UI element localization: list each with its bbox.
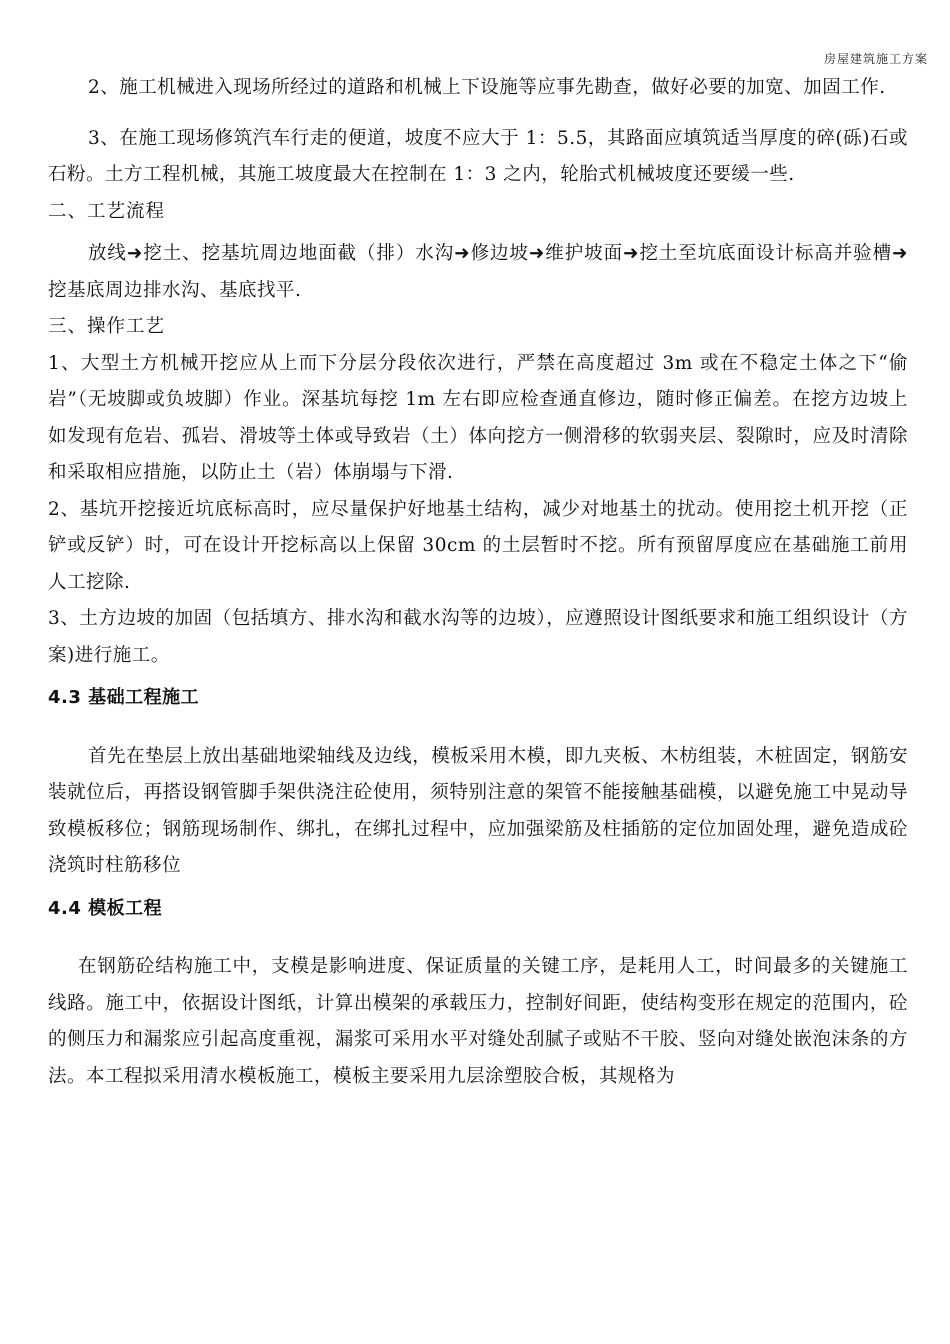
running-header: 房屋建筑施工方案: [823, 52, 928, 66]
document-body: [48, 70, 908, 1095]
section-heading-operation: 三、操作工艺: [48, 316, 166, 337]
paragraph-foundation: 首先在垫层上放出基础地梁轴线及边线，模板采用木模，即九夹板、木枋组装，木桩固定，钢筋安装就位后，再搭设钢管脚手架供浇注砼使用，须特别注意的架管不能接触基础模，以避免施工中晃动导致模板移位；钢筋现场制作、绑扎，在绑扎过程中，应加强梁筋及柱插筋的定位加固处理，避免造成砼浇筑时柱筋移位: [48, 745, 908, 876]
paragraph-road-survey: 2、施工机械进入现场所经过的道路和机械上下设施等应事先勘查，做好必要的加宽、加固工作.: [88, 77, 886, 98]
section-heading-process: 二、工艺流程: [48, 200, 166, 222]
paragraph-operation-3: 3、土方边坡的加固（包括填方、排水沟和截水沟等的边坡），应遵照设计图纸要求和施工组织设计（方案)进行施工。: [48, 608, 908, 666]
paragraph-process-flow: 放线➜挖土、挖基坑周边地面截（排）水沟➜修边坡➜维护坡面➜挖土至坑底面设计标高并验槽➜挖基底周边排水沟、基底找平.: [48, 243, 908, 301]
paragraph-operation-2: 2、基坑开挖接近坑底标高时，应尽量保护好地基土结构，减少对地基土的扰动。使用挖土机开挖（正铲或反铲）时，可在设计开挖标高以上保留 30cm 的土层暂时不挖。所有预留厚度应在基础施工前用人工挖除.: [48, 498, 908, 593]
paragraph-access-road: 3、在施工现场修筑汽车行走的便道，坡度不应大于 1：5.5，其路面应填筑适当厚度的碎(砾)石或石粉。土方工程机械，其施工坡度最大在控制在 1：3 之内，轮胎式机械坡度还要缓一些.: [48, 127, 908, 185]
section-heading-formwork: 4.4 模板工程: [48, 897, 163, 919]
section-heading-foundation: 4.3 基础工程施工: [48, 687, 200, 708]
paragraph-formwork: 在钢筋砼结构施工中，支模是影响进度、保证质量的关键工序，是耗用人工，时间最多的关键施工线路。施工中，依据设计图纸，计算出模架的承载压力，控制好间距，使结构变形在规定的范围内，砼的侧压力和漏浆应引起高度重视，漏浆可采用水平对缝处刮腻子或贴不干胶、竖向对缝处嵌泡沫条的方法。本工程拟采用清水模板施工，模板主要采用九层涂塑胶合板，其规格为: [48, 956, 908, 1087]
paragraph-operation-1: 1、大型土方机械开挖应从上而下分层分段依次进行，严禁在高度超过 3m 或在不稳定土体之下“偷岩”（无坡脚或负坡脚）作业。深基坑每挖 1m 左右即应检查通直修边，随时修正偏差。在挖方边坡上如发现有危岩、孤岩、滑坡等土体或导致岩（土）体向挖方一侧滑移的软弱夹层、裂隙时，应及时清除和采取相应措施，以防止土（岩）体崩塌与下滑.: [48, 352, 908, 483]
